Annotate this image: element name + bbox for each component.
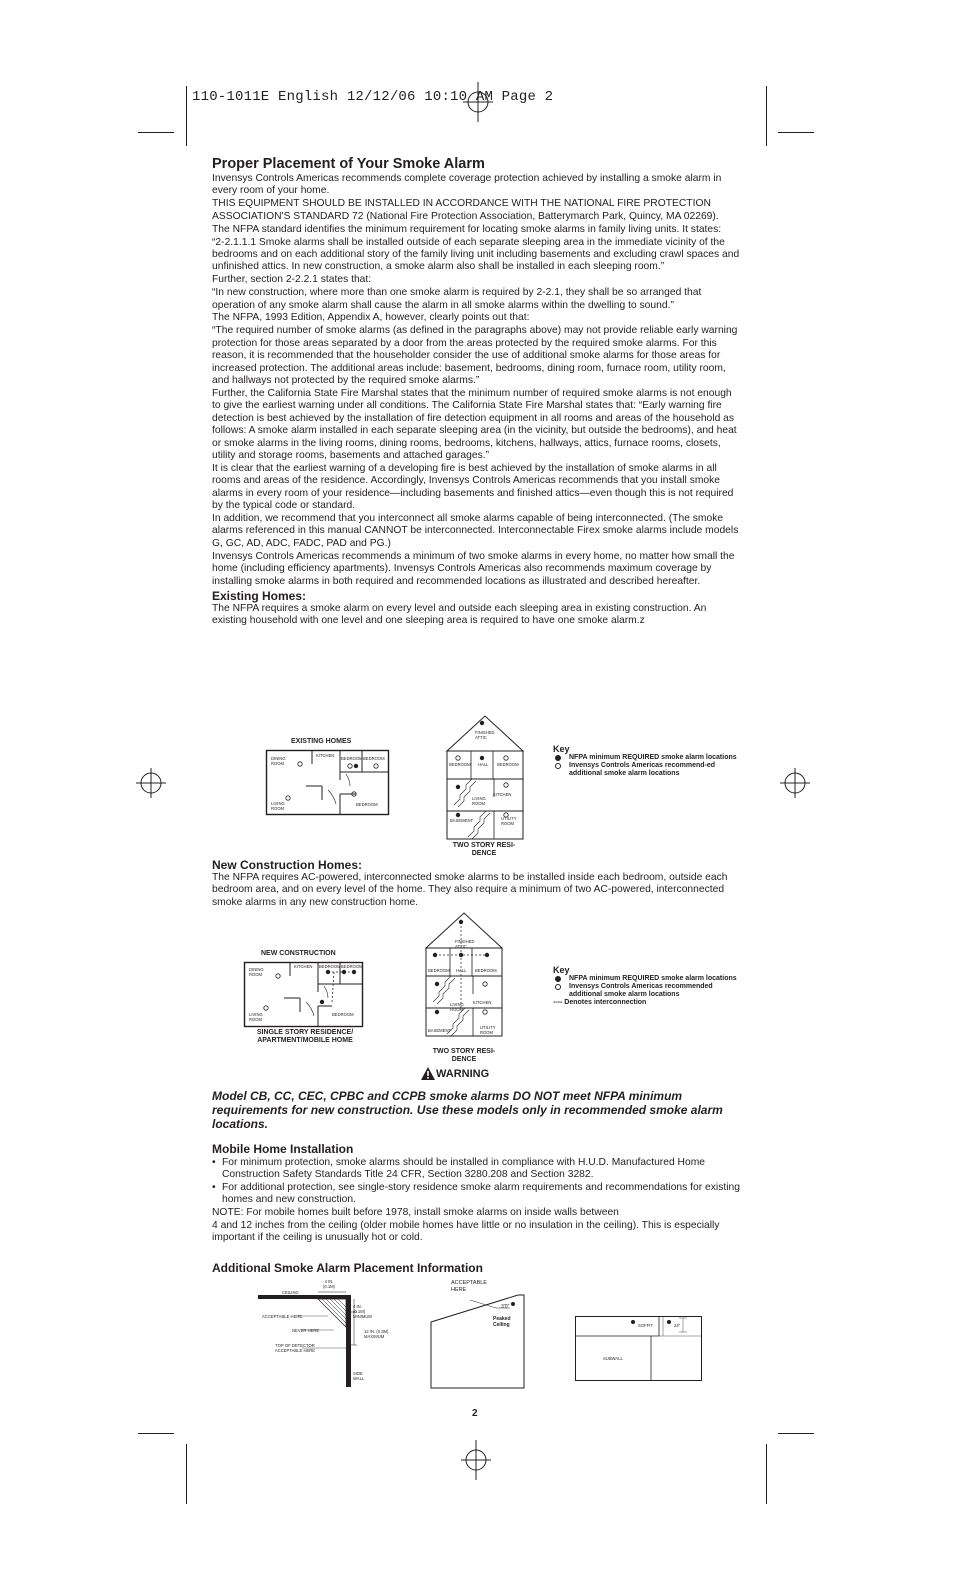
note-line: NOTE: For mobile homes built before 1978, install smoke alarms on inside walls between xyxy=(212,1206,619,1218)
page-title: Proper Placement of Your Smoke Alarm xyxy=(212,156,485,172)
room-label: UTILITY ROOM xyxy=(501,816,517,826)
recommended-dot-icon xyxy=(555,984,561,990)
paragraph: Further, section 2-2.2.1 states that: xyxy=(212,274,372,286)
room-label: KITCHEN xyxy=(316,753,335,758)
room-label: BEDROOM xyxy=(319,964,341,969)
max-label: 12 IN. (0.3M) MAXIMUM xyxy=(364,1329,389,1339)
paragraph: It is clear that the earliest warning of a developing fire is best achieved by the installation of smoke alarms in all rooms and areas of the residence. Accordingly, Invensys Controls Americas recommends that you install smoke alarms in every room of your residence—including basements and finished attics—even though this is not required by the typical code or standard. xyxy=(212,462,734,512)
house-caption: TWO STORY RESI-DENCE xyxy=(432,1048,496,1063)
list-item: • For additional protection, see single-story residence smoke alarm requirements and recommendations for existing homes and new construction. xyxy=(212,1182,740,1207)
paragraph: “2-2.1.1.1 Smoke alarms shall be installed outside of each separate sleeping area in the immediate vicinity of the bedrooms and on each additional story of the family living unit including basements and excluding crawl spaces and unfinished attics. In new construction, a smoke alarm also shall be installed in each sleeping room.” xyxy=(212,236,740,273)
house-caption: TWO STORY RESI-DENCE xyxy=(452,842,516,857)
crop-mark xyxy=(766,86,767,146)
paragraph: THIS EQUIPMENT SHOULD BE INSTALLED IN ACCORDANCE WITH THE NATIONAL FIRE PROTECTION ASSOCIATION'S STANDARD 72 (National Fire Protection Association, Batterymarch Park, Quincy, MA 02269). xyxy=(212,198,719,222)
note-line: 4 and 12 inches from the ceiling (older mobile homes have little or no insulation in the ceiling). This is especially important if the ceiling is unusually hot or cold. xyxy=(212,1219,720,1243)
paragraph: Invensys Controls Americas recommends complete coverage protection achieved by installing a smoke alarm in every room of your home. xyxy=(212,173,722,197)
crop-mark xyxy=(778,1433,814,1434)
legend-key xyxy=(553,966,743,1007)
room-label: BEDROOM xyxy=(341,964,363,969)
print-slug: 110-1011E English 12/12/06 10:10 AM Page 2 xyxy=(192,89,554,105)
warning-title: WARNING xyxy=(436,1068,490,1080)
new-construction-section xyxy=(212,857,740,910)
room-label: DINING ROOM xyxy=(271,756,286,766)
dimension-label: 24" xyxy=(674,1323,681,1328)
required-dot-icon xyxy=(555,755,561,761)
registration-mark-left xyxy=(136,768,166,798)
key-recommended: Invensys Controls Americas recommended additional smoke alarm locations xyxy=(553,983,743,999)
paragraph: The NFPA requires a smoke alarm on every level and outside each sleeping area in existing construction. An existing household with one level and one sleeping area is required to have one smoke alarm.z xyxy=(212,602,707,627)
never-label: NEVER HERE xyxy=(292,1328,320,1333)
registration-mark-right xyxy=(780,768,810,798)
subwall-label: SUBWALL xyxy=(603,1356,623,1361)
plan-title: EXISTING HOMES xyxy=(291,738,352,745)
list-item: • For minimum protection, smoke alarms should be installed in compliance with H.U.D. Manufactured Home Construction Safety Standards Title 24 CFR, Section 3280.208 and Section 3282. xyxy=(212,1157,740,1182)
room-label: BASEMENT xyxy=(428,1028,452,1033)
room-label: KITCHEN xyxy=(294,964,313,969)
crop-mark xyxy=(138,1433,174,1434)
room-label: HALL xyxy=(478,762,489,767)
paragraph: The NFPA requires AC-powered, interconnected smoke alarms to be installed inside each bedroom, outside each bedroom area, and on every level of the home. They also require a minimum of two AC-powered, interconnected smoke alarms in any new construction home. xyxy=(212,872,728,908)
plan-caption: SINGLE STORY RESIDENCE/ APARTMENT/MOBILE HOME xyxy=(256,1029,354,1044)
acceptable-label: ACCEPTABLE HERE xyxy=(262,1314,303,1319)
recommended-dot-icon xyxy=(555,763,561,769)
ceiling-label: CEILING xyxy=(282,1290,299,1295)
room-label: BEDROOM xyxy=(341,756,363,761)
page-number: 2 xyxy=(472,1408,478,1419)
room-label: BEDROOM xyxy=(332,1012,354,1017)
room-label: BEDROOM xyxy=(497,762,519,767)
peaked-label: Peaked Ceiling xyxy=(493,1316,511,1328)
room-label: LIVING ROOM xyxy=(472,796,486,806)
section-heading-additional: Additional Smoke Alarm Placement Information xyxy=(212,1261,483,1275)
section-heading-mobile: Mobile Home Installation xyxy=(212,1142,354,1156)
warning-body: Model CB, CC, CEC, CPBC and CCPB smoke alarms DO NOT meet NFPA minimum requirements for new construction. Use these models only in recommended smoke alarm locations. xyxy=(212,1089,723,1131)
bullet-list xyxy=(212,1157,740,1207)
room-label: LIVING ROOM xyxy=(271,801,285,811)
key-title: Key xyxy=(553,744,570,754)
crop-mark xyxy=(766,1444,767,1504)
key-required: NFPA minimum REQUIRED smoke alarm locations xyxy=(553,975,743,983)
crop-mark xyxy=(778,132,814,133)
room-label: BEDROOM xyxy=(475,968,497,973)
room-label: BEDROOM xyxy=(363,756,385,761)
room-label: HALL xyxy=(456,968,467,973)
room-label: BEDROOM xyxy=(428,968,450,973)
dimension-label: 3'0" xyxy=(501,1304,510,1310)
key-recommended: Invensys Controls Americas recommend-ed additional smoke alarm locations xyxy=(553,762,743,778)
warning-triangle-icon xyxy=(421,1067,435,1080)
dimension-label: 4 IN. (0.1M) xyxy=(322,1279,336,1289)
required-dot-icon xyxy=(555,976,561,982)
paragraph: The NFPA standard identifies the minimum requirement for locating smoke alarms in family living units. It states: xyxy=(212,223,722,235)
crop-mark xyxy=(186,86,187,146)
acceptable-label: ACCEPTABLE HERE xyxy=(451,1280,487,1293)
paragraph: “The required number of smoke alarms (as defined in the paragraphs above) may not provide reliable early warning protection for those areas separated by a door from the areas protected by the required smoke alarms. For this reason, it is recommended that the householder consider the use of additional smoke alarms for those areas for increased protection. The additional areas include: basement, bedrooms, dining room, furnace room, utility room, and hallways not protected by the required smoke alarms.” xyxy=(212,325,738,386)
crop-mark xyxy=(186,1444,187,1504)
paragraph: “In new construction, where more than one smoke alarm is required by 2-2.1, they shall be so arranged that operation of any smoke alarm shall cause the alarm in all smoke alarms within the dwelling to sound.” xyxy=(212,287,702,311)
crop-mark xyxy=(138,132,174,133)
section-heading-existing: Existing Homes: xyxy=(212,588,307,603)
plan-title: NEW CONSTRUCTION xyxy=(261,950,336,957)
mobile-home-section xyxy=(212,1141,740,1245)
paragraph: The NFPA, 1993 Edition, Appendix A, however, clearly points out that: xyxy=(212,312,530,324)
intro-section xyxy=(212,156,740,628)
room-label: LIVING ROOM xyxy=(249,1012,263,1022)
room-label: BASEMENT xyxy=(450,818,474,823)
paragraph: Further, the California State Fire Marshal states that the minimum number of required smoke alarms is not enough to give the earliest warning under all conditions. The California State Fire Marshal states that: “Early warning fire detection is best achieved by the installation of fire detection equipment in all rooms and areas of the household as follows: A smoke alarm installed in each separate sleeping area (in the vicinity, but outside the bedrooms), and heat or smoke alarms in the living rooms, dining rooms, bedrooms, kitchens, hallways, attics, furnace rooms, closets, utility and storage rooms, basements and attached garages.” xyxy=(212,387,737,461)
two-story-house xyxy=(425,912,503,1038)
room-label: LIVING ROOM xyxy=(450,1002,464,1012)
room-label: BEDROOM xyxy=(449,762,471,767)
key-required: NFPA minimum REQUIRED smoke alarm locations xyxy=(553,754,743,762)
room-label: BEDROOM xyxy=(356,802,378,807)
room-label: UTILITY ROOM xyxy=(480,1025,496,1035)
key-interconnect: ---- Denotes interconnection xyxy=(553,999,647,1006)
room-label: DINING ROOM xyxy=(249,967,264,977)
side-wall-label: SIDE WALL xyxy=(353,1371,365,1381)
soffit-label: SOFFIT xyxy=(638,1323,653,1328)
room-label: FINISHED ATTIC xyxy=(475,730,495,740)
room-label: KITCHEN xyxy=(493,792,512,797)
key-title: Key xyxy=(553,965,570,975)
legend-key xyxy=(553,745,743,778)
section-heading-new: New Construction Homes: xyxy=(212,858,363,872)
peaked-ceiling-diagram xyxy=(430,1294,526,1390)
top-detector-label: TOP OF DETECTOR ACCEPTABLE HERE xyxy=(274,1343,316,1353)
registration-mark-bottom xyxy=(461,1440,491,1480)
paragraph: In addition, we recommend that you interconnect all smoke alarms capable of being interconnected. (The smoke alarms referenced in this manual CANNOT be interconnected. Interconnectable Firex smoke alarms include models G, GC, AD, ADC, FADC, PAD and PG.) xyxy=(212,512,739,549)
room-label: FINISHED ATTIC xyxy=(455,939,475,949)
min-label: 4 IN. (0.1M) MINIMUM xyxy=(353,1304,372,1319)
paragraph: Invensys Controls Americas recommends a minimum of two smoke alarms in every home, no matter how small the home (including efficiency apartments). Invensys Controls Americas also recommends maximum coverage by installing smoke alarms in both required and recommended locations as illustrated and described hereafter. xyxy=(212,550,735,587)
room-label: KITCHEN xyxy=(473,1000,492,1005)
